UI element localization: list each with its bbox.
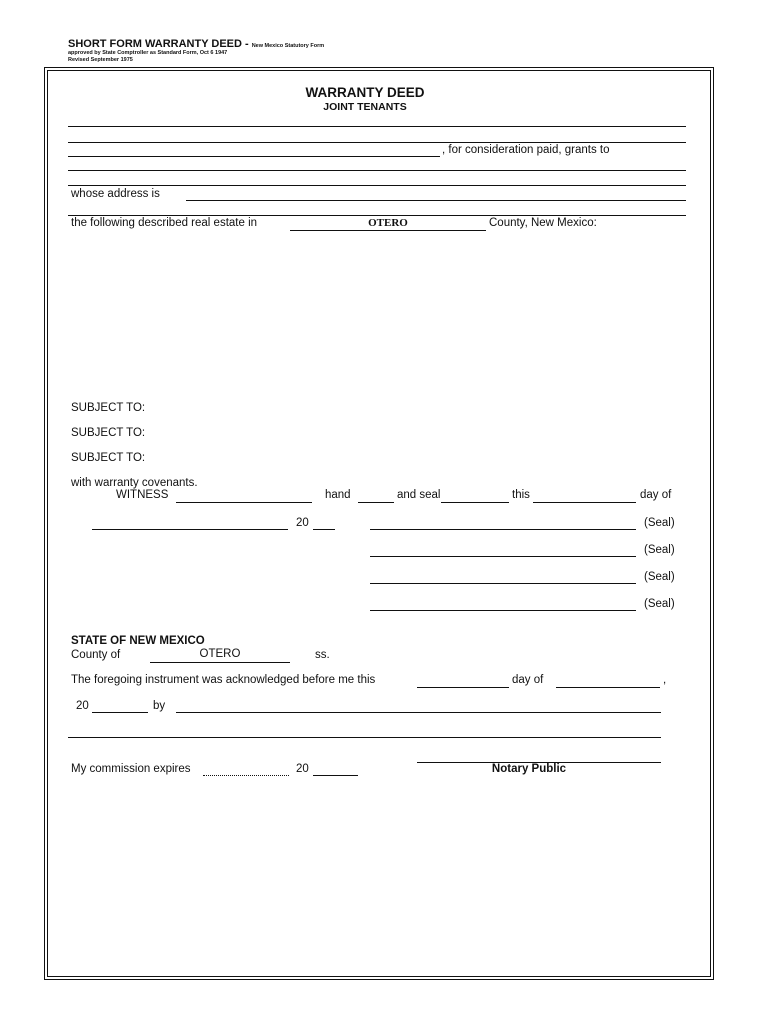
signature-line-3 xyxy=(370,583,636,584)
this-day-line xyxy=(533,502,636,503)
year-prefix: 20 xyxy=(296,517,309,529)
and-seal-label: and seal xyxy=(397,489,441,501)
county-line xyxy=(290,230,486,231)
ack-day-of-label: day of xyxy=(512,674,544,686)
signature-line-2 xyxy=(370,556,636,557)
ack-year-line xyxy=(92,712,148,713)
grantee-line-2 xyxy=(68,185,686,186)
ss-label: ss. xyxy=(315,649,330,661)
seal-label-1: (Seal) xyxy=(644,517,675,529)
notary-state: STATE OF NEW MEXICO xyxy=(71,635,205,647)
notary-public-label: Notary Public xyxy=(491,763,567,775)
subject-to-1: SUBJECT TO: xyxy=(71,402,146,414)
approval-note: approved by State Comptroller as Standard Form, Oct 6 1947 xyxy=(68,50,228,56)
seal-label-3: (Seal) xyxy=(644,571,675,583)
address-line-2 xyxy=(68,215,686,216)
grantor-line-1 xyxy=(68,126,686,127)
acknowledger-line xyxy=(68,737,661,738)
address-line xyxy=(186,200,686,201)
subject-to-3: SUBJECT TO: xyxy=(71,452,146,464)
county-value: OTERO xyxy=(368,217,408,229)
document-border-inner xyxy=(47,70,711,977)
warranty-covenants: with warranty covenants. xyxy=(71,477,198,489)
acknowledged-text: The foregoing instrument was acknowledged before me this xyxy=(71,674,376,686)
commission-year-prefix: 20 xyxy=(296,763,309,775)
witness-label: WITNESS xyxy=(116,489,169,501)
seal-label-2: (Seal) xyxy=(644,544,675,556)
ack-day-line xyxy=(417,687,509,688)
form-title xyxy=(68,39,324,50)
form-title-text: SHORT FORM WARRANTY DEED - xyxy=(68,38,249,50)
by-line xyxy=(176,712,661,713)
hand-label: hand xyxy=(325,489,351,501)
date-line xyxy=(92,529,288,530)
subject-to-2: SUBJECT TO: xyxy=(71,427,146,439)
ack-year-prefix: 20 xyxy=(76,700,89,712)
by-label: by xyxy=(153,700,166,712)
real-estate-label: the following described real estate in xyxy=(71,217,258,229)
revision-note: Revised September 1975 xyxy=(68,57,133,63)
day-of-label: day of xyxy=(640,489,672,501)
year-line xyxy=(313,529,335,530)
ack-month-line xyxy=(556,687,660,688)
county-suffix: County, New Mexico: xyxy=(489,217,597,229)
ack-comma: , xyxy=(663,674,667,686)
this-label: this xyxy=(512,489,530,501)
hand-line xyxy=(358,502,394,503)
whose-address-label: whose address is xyxy=(71,188,160,200)
deed-subtitle: JOINT TENANTS xyxy=(323,101,407,113)
commission-label: My commission expires xyxy=(71,763,191,775)
seal-line xyxy=(441,502,509,503)
grantor-line-3 xyxy=(68,156,440,157)
grantee-line xyxy=(68,170,686,171)
consideration-text: , for consideration paid, grants to xyxy=(442,144,610,156)
county-of-label: County of xyxy=(71,649,121,661)
deed-title: WARRANTY DEED xyxy=(305,85,425,100)
form-subtitle: New Mexico Statutory Form xyxy=(251,43,325,49)
seal-label-4: (Seal) xyxy=(644,598,675,610)
commission-year-line xyxy=(313,775,358,776)
witness-line xyxy=(176,502,312,503)
commission-date-line xyxy=(203,775,289,776)
notary-county-line xyxy=(150,662,290,663)
notary-county-value: OTERO xyxy=(199,648,241,660)
grantor-line-2 xyxy=(68,142,686,143)
signature-line-1 xyxy=(370,529,636,530)
signature-line-4 xyxy=(370,610,636,611)
